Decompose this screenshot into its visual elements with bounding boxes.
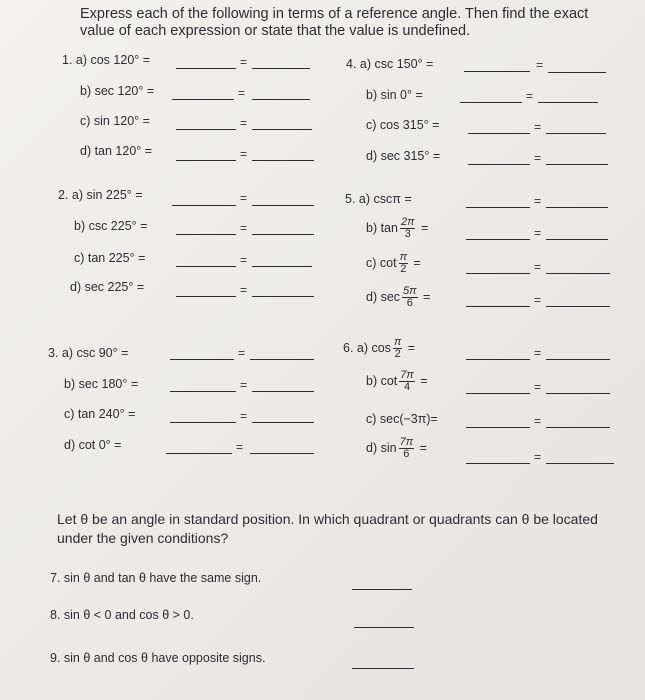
answer-blank[interactable]	[546, 427, 610, 428]
equals-sign: =	[240, 221, 248, 235]
answer-blank[interactable]	[466, 207, 530, 208]
answer-blank[interactable]	[252, 234, 314, 235]
answer-blank[interactable]	[250, 359, 314, 360]
equals-sign: =	[238, 86, 246, 100]
answer-blank[interactable]	[466, 359, 530, 360]
answer-blank[interactable]	[170, 422, 236, 423]
instructions: Express each of the following in terms of a reference angle. Then find the exact value of each expression or state that the value is undefined.	[80, 6, 589, 39]
answer-blank[interactable]	[466, 393, 530, 394]
problem-3b: b) sec 180° =	[64, 377, 139, 391]
answer-blank[interactable]	[172, 205, 236, 206]
answer-blank[interactable]	[172, 99, 234, 100]
problem-3d: d) cot 0° =	[64, 438, 122, 452]
problem-5c: c) cot $\frac{\pi}{2}$ =	[366, 251, 421, 275]
answer-blank[interactable]	[466, 427, 530, 428]
answer-blank[interactable]	[252, 422, 314, 423]
answer-blank[interactable]	[252, 99, 310, 100]
answer-blank[interactable]	[166, 453, 232, 454]
equals-sign: =	[536, 58, 544, 72]
answer-blank[interactable]	[546, 393, 610, 394]
problem-2d: d) sec 225° =	[70, 280, 145, 294]
quadrant-instructions: Let θ be an angle in standard position. In which quadrant or quadrants can θ be located under the given conditions?	[57, 511, 598, 546]
answer-blank[interactable]	[354, 627, 414, 628]
answer-blank[interactable]	[176, 68, 236, 69]
problem-6c: c) sec(−3π)=	[366, 412, 438, 426]
answer-blank[interactable]	[176, 296, 236, 297]
equals-sign: =	[526, 89, 534, 103]
answer-blank[interactable]	[170, 359, 234, 360]
answer-blank[interactable]	[460, 102, 522, 103]
problem-6a: 6. a) cos $\frac{\pi}{2}$ =	[343, 336, 416, 360]
answer-blank[interactable]	[466, 463, 530, 464]
equals-sign: =	[534, 380, 542, 394]
answer-blank[interactable]	[466, 239, 530, 240]
answer-blank[interactable]	[546, 164, 608, 165]
answer-blank[interactable]	[546, 463, 614, 464]
equals-sign: =	[238, 346, 246, 360]
answer-blank[interactable]	[546, 133, 606, 134]
problem-3a: 3. a) csc 90° =	[48, 346, 129, 360]
answer-blank[interactable]	[252, 160, 314, 161]
answer-blank[interactable]	[466, 306, 530, 307]
answer-blank[interactable]	[538, 102, 598, 103]
equals-sign: =	[236, 440, 244, 454]
question-9: 9. sin θ and cos θ have opposite signs.	[50, 651, 266, 665]
equals-sign: =	[240, 191, 248, 205]
answer-blank[interactable]	[176, 129, 236, 130]
problem-3c: c) tan 240° =	[64, 407, 136, 421]
answer-blank[interactable]	[546, 273, 610, 274]
equals-sign: =	[534, 226, 542, 240]
equals-sign: =	[534, 414, 542, 428]
answer-blank[interactable]	[468, 133, 530, 134]
equals-sign: =	[240, 147, 248, 161]
equals-sign: =	[534, 450, 542, 464]
equals-sign: =	[240, 283, 248, 297]
problem-2a: 2. a) sin 225° =	[58, 188, 143, 202]
equals-sign: =	[534, 260, 542, 274]
equals-sign: =	[534, 120, 542, 134]
problem-4d: d) sec 315° =	[366, 149, 441, 163]
equals-sign: =	[240, 378, 248, 392]
problem-4a: 4. a) csc 150° =	[346, 57, 434, 71]
answer-blank[interactable]	[252, 68, 310, 69]
answer-blank[interactable]	[352, 589, 412, 590]
answer-blank[interactable]	[352, 668, 414, 669]
answer-blank[interactable]	[464, 71, 530, 72]
problem-2b: b) csc 225° =	[74, 219, 148, 233]
answer-blank[interactable]	[466, 273, 530, 274]
answer-blank[interactable]	[250, 453, 314, 454]
question-8: 8. sin θ < 0 and cos θ > 0.	[50, 608, 194, 622]
problem-4b: b) sin 0° =	[366, 88, 423, 102]
equals-sign: =	[534, 346, 542, 360]
answer-blank[interactable]	[176, 266, 236, 267]
problem-1c: c) sin 120° =	[80, 114, 150, 128]
problem-4c: c) cos 315° =	[366, 118, 440, 132]
problem-2c: c) tan 225° =	[74, 251, 146, 265]
answer-blank[interactable]	[252, 205, 314, 206]
answer-blank[interactable]	[176, 234, 236, 235]
equals-sign: =	[534, 194, 542, 208]
answer-blank[interactable]	[546, 306, 610, 307]
equals-sign: =	[240, 253, 248, 267]
problem-6d: d) sin $\frac{7\pi}{6}$ =	[366, 436, 427, 460]
problem-6b: b) cot $\frac{7\pi}{4}$ =	[366, 369, 428, 393]
answer-blank[interactable]	[468, 164, 530, 165]
question-7: 7. sin θ and tan θ have the same sign.	[50, 571, 262, 585]
problem-5a: 5. a) cscπ =	[345, 192, 412, 206]
answer-blank[interactable]	[252, 266, 312, 267]
problem-1a: 1. a) cos 120° =	[62, 53, 151, 67]
equals-sign: =	[534, 151, 542, 165]
answer-blank[interactable]	[546, 207, 608, 208]
answer-blank[interactable]	[252, 391, 314, 392]
equals-sign: =	[240, 116, 248, 130]
answer-blank[interactable]	[252, 296, 314, 297]
answer-blank[interactable]	[176, 160, 236, 161]
answer-blank[interactable]	[252, 129, 312, 130]
answer-blank[interactable]	[548, 72, 606, 73]
problem-1d: d) tan 120° =	[80, 144, 153, 158]
equals-sign: =	[534, 293, 542, 307]
answer-blank[interactable]	[546, 359, 610, 360]
equals-sign: =	[240, 55, 248, 69]
problem-5d: d) sec $\frac{5\pi}{6}$ =	[366, 285, 431, 309]
answer-blank[interactable]	[546, 239, 608, 240]
equals-sign: =	[240, 409, 248, 423]
answer-blank[interactable]	[170, 391, 236, 392]
problem-1b: b) sec 120° =	[80, 84, 155, 98]
problem-5b: b) tan $\frac{2\pi}{3}$ =	[366, 216, 429, 240]
